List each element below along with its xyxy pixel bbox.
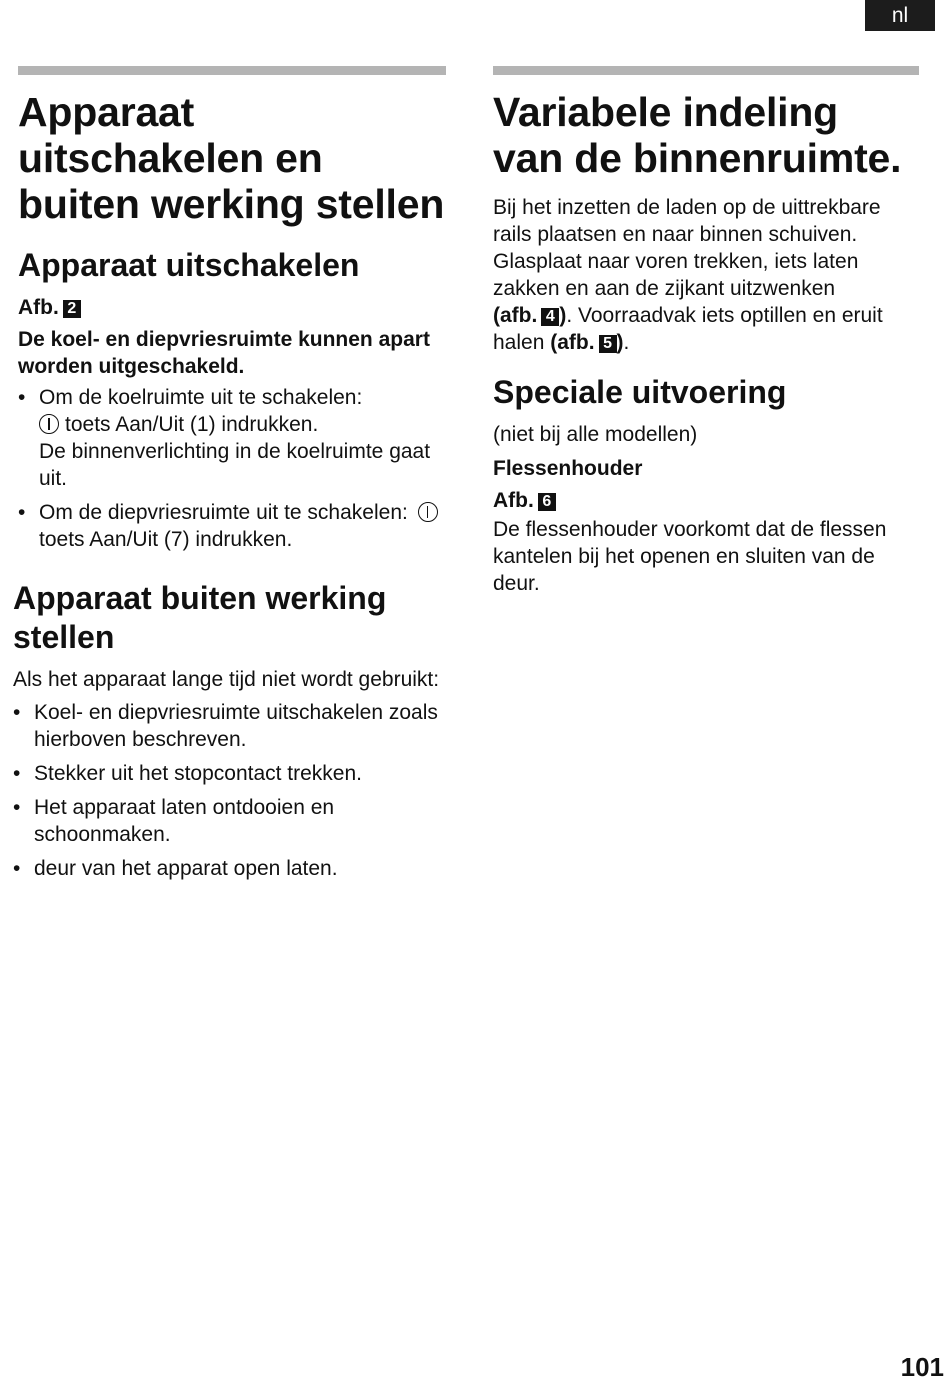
bottle-holder-heading: Flessenhouder [493, 457, 643, 480]
list-item: • Stekker uit het stopcontact trekken. [13, 762, 363, 785]
section-rule [18, 66, 446, 75]
switch-off-steps [18, 384, 446, 553]
right-column [493, 66, 919, 597]
subsection-heading-decommission: Apparaat buiten werking stellen [13, 580, 387, 655]
list-item: • Koel- en diepvriesruimte uitschakelen zoals hierboven beschreven. [13, 701, 438, 751]
figure-number-badge: 4 [541, 308, 559, 326]
language-tab: nl [865, 0, 935, 31]
power-icon [418, 502, 438, 522]
list-item: • Om de diepvriesruimte uit te schakelen: toets Aan/Uit (7) indrukken. [18, 499, 446, 553]
figure-number-badge: 2 [63, 300, 81, 318]
interior-layout-paragraph: Bij het inzetten de laden op de uittrekbare rails plaatsen en naar binnen schuiven. Glasplaat naar voren trekken, iets laten zakken en aan de zijkant uitzwenken (afb. 4 ). Voorraadvak iets optillen en eruit halen (afb. 5 ). [493, 196, 883, 354]
figure-number-badge: 6 [538, 493, 556, 511]
section-title: Variabele indeling van de binnenruimte. [493, 89, 902, 181]
decommission-intro: Als het apparaat lange tijd niet wordt gebruikt: [13, 668, 440, 691]
subsection-heading-special: Speciale uitvoering [493, 374, 787, 410]
bottle-holder-text: De flessenhouder voorkomt dat de flessen kantelen bij het openen en sluiten van de deur. [493, 518, 887, 595]
switch-off-intro: De koel- en diepvriesruimte kunnen apart worden uitgeschakeld. [18, 328, 430, 378]
left-column [13, 66, 446, 889]
figure-reference: Afb. 6 [493, 487, 919, 514]
figure-number-badge: 5 [599, 335, 617, 353]
decommission-steps [13, 699, 446, 882]
list-item: • deur van het apparat open laten. [13, 857, 338, 880]
section-rule [493, 66, 919, 75]
page-number: 101 [900, 1352, 944, 1382]
models-note: (niet bij alle modellen) [493, 423, 698, 446]
subsection-heading-switch-off: Apparaat uitschakelen [18, 247, 360, 283]
section-title: Apparaat uitschakelen en buiten werking stellen [18, 89, 445, 227]
list-item: • Om de koelruimte uit te schakelen: toets Aan/Uit (1) indrukken. De binnenverlichting in de koelruimte gaat uit. [18, 386, 431, 490]
figure-reference: Afb. 2 [18, 294, 446, 321]
power-icon [39, 414, 59, 434]
list-item: • Het apparaat laten ontdooien en schoonmaken. [13, 796, 335, 846]
